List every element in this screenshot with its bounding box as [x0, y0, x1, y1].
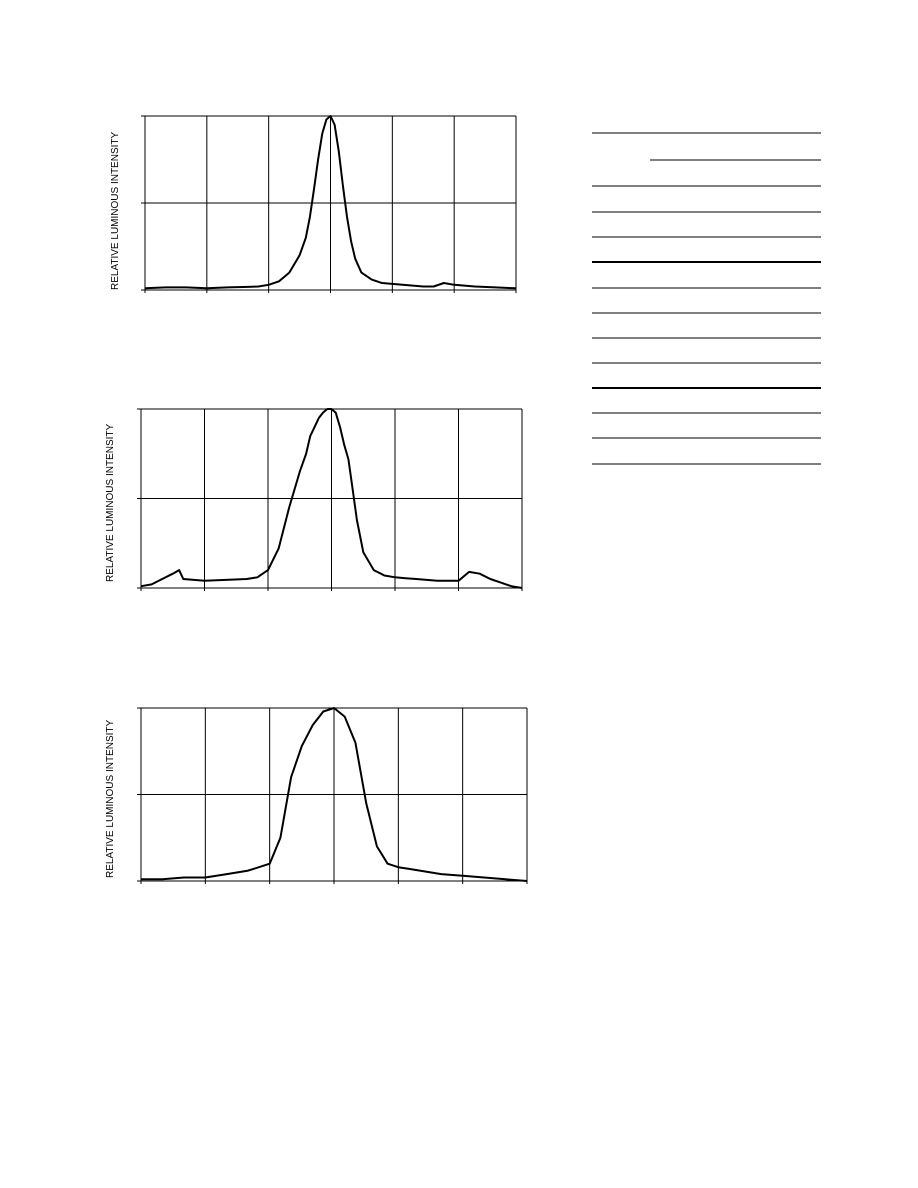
chart-2-grid [137, 409, 522, 591]
chart-3-ylabel: RELATIVE LUMINOUS INTENSITY [105, 719, 116, 878]
intensity-chart-3 [105, 708, 527, 884]
empty-table [592, 133, 821, 464]
chart-1-ylabel: RELATIVE LUMINOUS INTENSITY [110, 131, 121, 290]
intensity-chart-1 [110, 116, 516, 293]
intensity-chart-2 [105, 409, 522, 591]
chart-2-ylabel: RELATIVE LUMINOUS INTENSITY [105, 423, 116, 582]
chart-1-grid [141, 116, 516, 293]
chart-3-grid [137, 708, 527, 884]
